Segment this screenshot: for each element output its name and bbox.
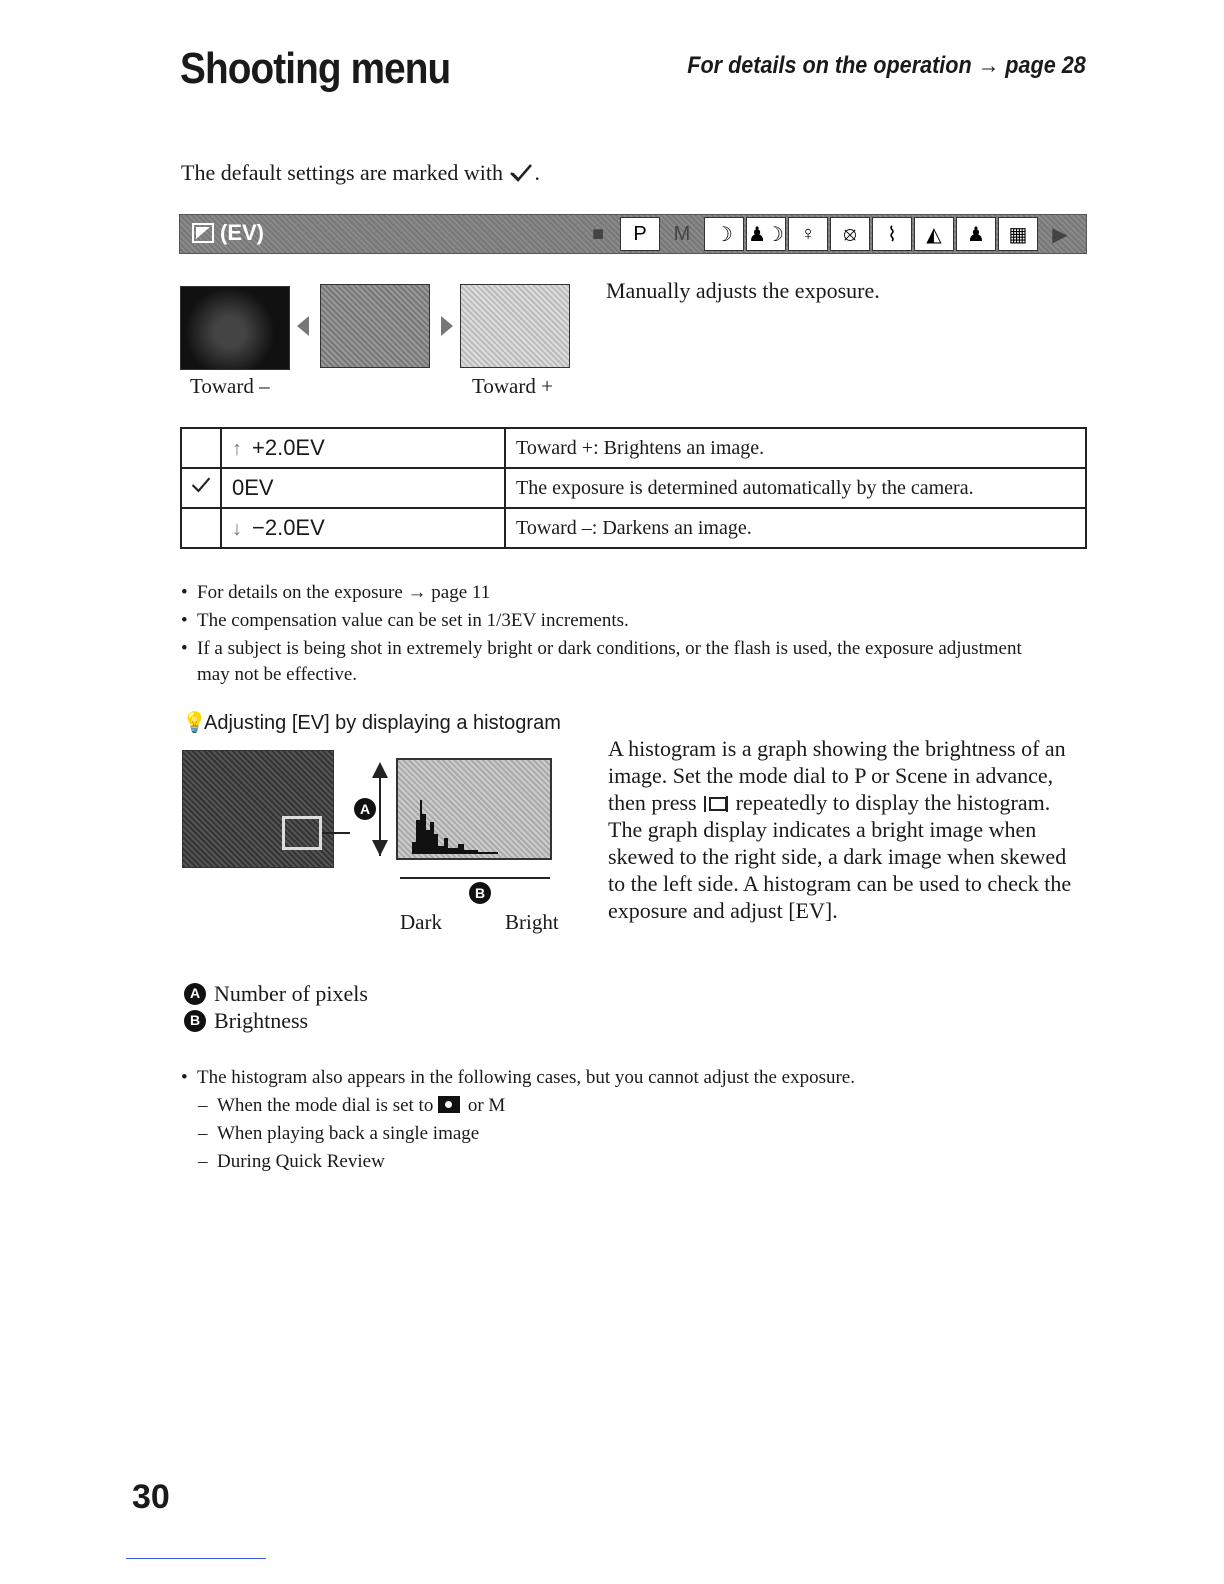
table-row (181, 508, 1086, 548)
histogram-cases (180, 1064, 1040, 1176)
setting-value: 0EV (232, 475, 274, 500)
landscape-icon: ◭ (914, 217, 954, 251)
list-item: • If a subject is being shot in extremely bright or dark conditions, or the flash is used, the exposure adjustment may not be effective. (180, 636, 1040, 688)
default-note-text: The default settings are marked with (181, 160, 503, 185)
hint-heading (182, 710, 561, 735)
checkmark-icon (508, 162, 534, 184)
table-row (181, 468, 1086, 508)
brightness-axis-line (400, 877, 550, 879)
left-arrow-icon (297, 316, 309, 336)
setting-value: +2.0EV (252, 435, 325, 460)
cases-intro: • The histogram also appears in the following cases, but you cannot adjust the exposure. (180, 1064, 1040, 1092)
dark-label: Dark (400, 910, 442, 934)
normal-example-image (320, 284, 430, 368)
toward-minus-caption: Toward – (190, 374, 270, 398)
connector-line (322, 832, 350, 834)
case-text: When the mode dial is set to (217, 1095, 434, 1116)
up-arrow-icon: ↑ (232, 438, 242, 460)
hint-title: Adjusting [EV] by displaying a histogram (204, 712, 561, 734)
histogram-graph (396, 758, 552, 860)
display-button-icon (704, 796, 728, 812)
mode-icon-strip (578, 217, 1080, 251)
histogram-thumbnail-frame (282, 816, 322, 850)
legend-label: Number of pixels (214, 981, 368, 1006)
case-item: – During Quick Review (180, 1148, 1040, 1176)
ev-settings-table (180, 427, 1087, 549)
legend-item (184, 980, 368, 1007)
dark-example-image (180, 286, 290, 370)
toward-plus-caption: Toward + (472, 374, 553, 398)
legend (184, 980, 368, 1034)
ev-bar-label: (EV) (220, 220, 264, 245)
ev-menu-bar (179, 214, 1087, 254)
case-item (180, 1092, 1040, 1120)
manual-icon: M (673, 222, 691, 245)
setting-cell (221, 468, 505, 508)
setting-description: Toward –: Darkens an image. (505, 508, 1086, 548)
checkmark-icon (190, 475, 212, 495)
legend-item (184, 1007, 368, 1034)
playback-icon: ▶ (1052, 223, 1068, 246)
footer-line (126, 1558, 266, 1559)
list-item: • For details on the exposure → page 11 (180, 580, 1040, 606)
bright-label: Bright (505, 910, 559, 934)
bright-example-image (460, 284, 570, 368)
badge-b: B (469, 882, 491, 904)
camera-icon (438, 1096, 460, 1113)
camera-icon: ■ (591, 222, 605, 245)
page-title: Shooting menu (180, 44, 451, 93)
soft-snap-icon: ♀ (788, 217, 828, 251)
histogram-text-1: A histogram is a graph showing the brightness of an image. Set the mode dial to P or Scene in advance, then press (608, 736, 1066, 815)
twilight-portrait-icon: ♟☽ (746, 217, 786, 251)
default-mark-cell (181, 468, 221, 508)
notes-list (180, 580, 1040, 690)
default-mark-cell (181, 508, 221, 548)
case-text: or M (467, 1095, 506, 1116)
histogram-explanation (608, 735, 1088, 924)
beach-icon: ⌇ (872, 217, 912, 251)
hint-bulb-icon: 💡 (182, 712, 207, 734)
default-note-end: . (534, 160, 540, 185)
histogram-text-2: repeatedly to display the histogram. The graph display indicates a bright image when skewed to the right side, a dark image when skewed to the left side. A histogram can be used to check the exposure and adjust [EV]. (608, 790, 1072, 923)
portrait-icon: ♟ (956, 217, 996, 251)
default-mark-cell (181, 428, 221, 468)
ev-description: Manually adjusts the exposure. (606, 278, 880, 303)
setting-cell (221, 428, 505, 468)
program-icon: P (620, 217, 660, 251)
case-item: – When playing back a single image (180, 1120, 1040, 1148)
ev-bar-title (192, 220, 264, 246)
badge-a: A (354, 798, 376, 820)
down-arrow-icon (372, 840, 388, 856)
badge-b: B (184, 1010, 206, 1032)
histogram-bars (398, 760, 552, 860)
camera-screen-image (182, 750, 334, 868)
up-arrow-icon (372, 762, 388, 778)
setting-cell (221, 508, 505, 548)
list-item: • The compensation value can be set in 1/3EV increments. (180, 608, 1040, 634)
operation-reference: For details on the operation → page 28 (687, 52, 1086, 79)
setting-description: The exposure is determined automatically by the camera. (505, 468, 1086, 508)
twilight-icon: ☽ (704, 217, 744, 251)
page-number: 30 (132, 1478, 170, 1516)
badge-a: A (184, 983, 206, 1005)
table-row (181, 428, 1086, 468)
movie-icon: ▦ (998, 217, 1038, 251)
setting-value: −2.0EV (252, 515, 325, 540)
right-arrow-icon (441, 316, 453, 336)
setting-description: Toward +: Brightens an image. (505, 428, 1086, 468)
legend-label: Brightness (214, 1008, 309, 1033)
down-arrow-icon: ↓ (232, 518, 242, 540)
ev-icon (192, 223, 214, 243)
default-settings-note (181, 160, 540, 186)
high-sensitivity-icon: ⦻ (830, 217, 870, 251)
